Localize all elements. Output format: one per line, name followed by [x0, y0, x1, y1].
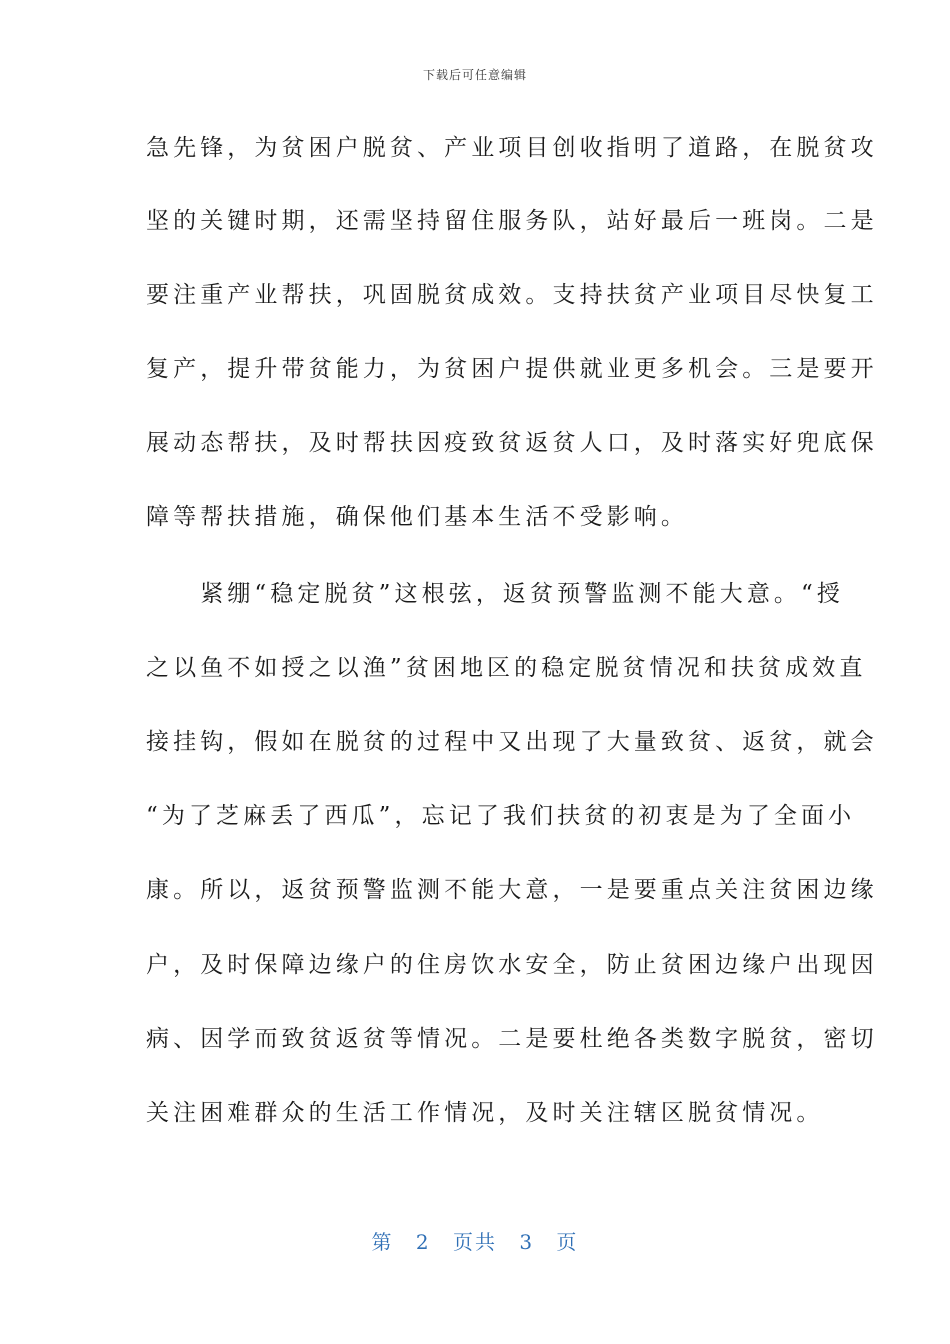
page-header: 下载后可任意编辑	[422, 68, 527, 82]
text-line: 关注困难群众的生活工作情况，及时关注辖区脱贫情况。	[146, 1100, 824, 1126]
text-line: 接挂钩，假如在脱贫的过程中又出现了大量致贫、返贫，就会	[146, 729, 878, 755]
text-line: 复产，提升带贫能力，为贫困户提供就业更多机会。三是要开	[146, 356, 878, 382]
text-line: 户，及时保障边缘户的住房饮水安全，防止贫困边缘户出现因	[146, 952, 878, 978]
text-line: 要注重产业帮扶，巩固脱贫成效。支持扶贫产业项目尽快复工	[146, 282, 878, 308]
text-line: 之以鱼不如授之以渔”贫困地区的稳定脱贫情况和扶贫成效直	[146, 655, 867, 681]
page-number-footer: 第 2 页共 3 页	[371, 1230, 579, 1254]
text-line: “为了芝麻丢了西瓜”，忘记了我们扶贫的初衷是为了全面小	[146, 803, 856, 829]
text-line: 障等帮扶措施，确保他们基本生活不受影响。	[146, 504, 688, 530]
text-line: 病、因学而致贫返贫等情况。二是要杜绝各类数字脱贫，密切	[146, 1026, 878, 1052]
text-line: 康。所以，返贫预警监测不能大意，一是要重点关注贫困边缘	[146, 877, 878, 903]
text-line: 急先锋，为贫困户脱贫、产业项目创收指明了道路，在脱贫攻	[146, 135, 878, 161]
text-line: 展动态帮扶，及时帮扶因疫致贫返贫人口，及时落实好兜底保	[146, 430, 878, 456]
text-line: 坚的关键时期，还需坚持留住服务队，站好最后一班岗。二是	[146, 208, 878, 234]
text-line: 紧绷“稳定脱贫”这根弦，返贫预警监测不能大意。“授	[146, 581, 844, 607]
